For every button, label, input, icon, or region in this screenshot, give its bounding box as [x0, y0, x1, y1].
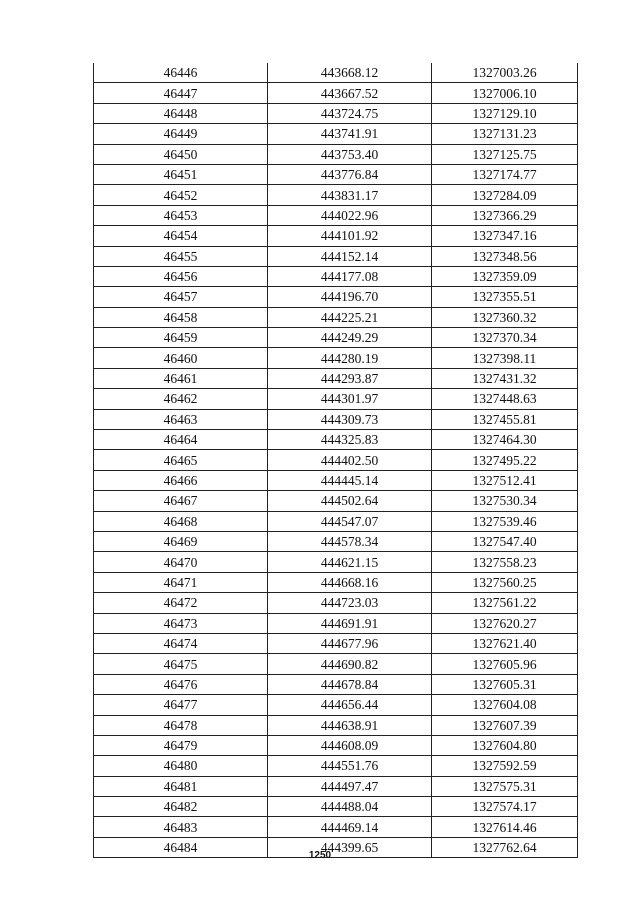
y-coordinate-cell: 1327539.46	[432, 511, 578, 531]
y-coordinate-cell: 1327129.10	[432, 103, 578, 123]
y-coordinate-cell: 1327575.31	[432, 776, 578, 796]
point-id-cell: 46483	[94, 817, 268, 837]
point-id-cell: 46479	[94, 735, 268, 755]
table-row	[94, 817, 578, 837]
y-coordinate-cell: 1327762.64	[432, 837, 578, 857]
x-coordinate-cell: 444196.70	[268, 287, 432, 307]
x-coordinate-cell: 444469.14	[268, 817, 432, 837]
table-row	[94, 470, 578, 490]
table-row	[94, 633, 578, 653]
point-id-cell: 46458	[94, 307, 268, 327]
table-row	[94, 715, 578, 735]
table-row	[94, 328, 578, 348]
point-id-cell: 46454	[94, 226, 268, 246]
page-number: 1250	[308, 850, 332, 861]
table-row	[94, 185, 578, 205]
y-coordinate-cell: 1327398.11	[432, 348, 578, 368]
table-row	[94, 674, 578, 694]
x-coordinate-cell: 444325.83	[268, 430, 432, 450]
y-coordinate-cell: 1327006.10	[432, 83, 578, 103]
x-coordinate-cell: 444301.97	[268, 389, 432, 409]
y-coordinate-cell: 1327592.59	[432, 756, 578, 776]
point-id-cell: 46446	[94, 63, 268, 83]
table-row	[94, 63, 578, 83]
point-id-cell: 46459	[94, 328, 268, 348]
table-row	[94, 368, 578, 388]
y-coordinate-cell: 1327614.46	[432, 817, 578, 837]
point-id-cell: 46473	[94, 613, 268, 633]
point-id-cell: 46453	[94, 205, 268, 225]
table-row	[94, 613, 578, 633]
point-id-cell: 46471	[94, 572, 268, 592]
table-row	[94, 552, 578, 572]
x-coordinate-cell: 443753.40	[268, 144, 432, 164]
x-coordinate-cell: 444621.15	[268, 552, 432, 572]
x-coordinate-cell: 444551.76	[268, 756, 432, 776]
x-coordinate-cell: 444152.14	[268, 246, 432, 266]
y-coordinate-cell: 1327131.23	[432, 124, 578, 144]
point-id-cell: 46451	[94, 164, 268, 184]
x-coordinate-cell: 443741.91	[268, 124, 432, 144]
table-row	[94, 735, 578, 755]
point-id-cell: 46462	[94, 389, 268, 409]
x-coordinate-cell: 444502.64	[268, 491, 432, 511]
x-coordinate-cell: 444022.96	[268, 205, 432, 225]
point-id-cell: 46465	[94, 450, 268, 470]
y-coordinate-cell: 1327620.27	[432, 613, 578, 633]
point-id-cell: 46482	[94, 797, 268, 817]
table-row	[94, 205, 578, 225]
point-id-cell: 46455	[94, 246, 268, 266]
y-coordinate-cell: 1327604.08	[432, 695, 578, 715]
x-coordinate-cell: 444678.84	[268, 674, 432, 694]
point-id-cell: 46468	[94, 511, 268, 531]
table-row	[94, 246, 578, 266]
table-row	[94, 511, 578, 531]
table-row	[94, 124, 578, 144]
y-coordinate-cell: 1327560.25	[432, 572, 578, 592]
table-row	[94, 654, 578, 674]
y-coordinate-cell: 1327448.63	[432, 389, 578, 409]
x-coordinate-cell: 444638.91	[268, 715, 432, 735]
x-coordinate-cell: 444402.50	[268, 450, 432, 470]
x-coordinate-cell: 444445.14	[268, 470, 432, 490]
y-coordinate-cell: 1327605.96	[432, 654, 578, 674]
y-coordinate-cell: 1327455.81	[432, 409, 578, 429]
point-id-cell: 46480	[94, 756, 268, 776]
x-coordinate-cell: 443724.75	[268, 103, 432, 123]
x-coordinate-cell: 444668.16	[268, 572, 432, 592]
point-id-cell: 46469	[94, 531, 268, 551]
x-coordinate-cell: 444690.82	[268, 654, 432, 674]
x-coordinate-cell: 444293.87	[268, 368, 432, 388]
point-id-cell: 46481	[94, 776, 268, 796]
point-id-cell: 46472	[94, 593, 268, 613]
y-coordinate-cell: 1327547.40	[432, 531, 578, 551]
table-row	[94, 226, 578, 246]
y-coordinate-cell: 1327561.22	[432, 593, 578, 613]
y-coordinate-cell: 1327003.26	[432, 63, 578, 83]
point-id-cell: 46477	[94, 695, 268, 715]
x-coordinate-cell: 444280.19	[268, 348, 432, 368]
y-coordinate-cell: 1327574.17	[432, 797, 578, 817]
y-coordinate-cell: 1327370.34	[432, 328, 578, 348]
point-id-cell: 46456	[94, 266, 268, 286]
y-coordinate-cell: 1327355.51	[432, 287, 578, 307]
y-coordinate-cell: 1327495.22	[432, 450, 578, 470]
x-coordinate-cell: 444399.65	[268, 837, 432, 857]
y-coordinate-cell: 1327621.40	[432, 633, 578, 653]
point-id-cell: 46476	[94, 674, 268, 694]
y-coordinate-cell: 1327431.32	[432, 368, 578, 388]
table-row	[94, 164, 578, 184]
y-coordinate-cell: 1327530.34	[432, 491, 578, 511]
y-coordinate-cell: 1327284.09	[432, 185, 578, 205]
coordinates-table	[93, 63, 578, 858]
x-coordinate-cell: 443831.17	[268, 185, 432, 205]
y-coordinate-cell: 1327359.09	[432, 266, 578, 286]
point-id-cell: 46449	[94, 124, 268, 144]
x-coordinate-cell: 443776.84	[268, 164, 432, 184]
y-coordinate-cell: 1327348.56	[432, 246, 578, 266]
y-coordinate-cell: 1327607.39	[432, 715, 578, 735]
point-id-cell: 46475	[94, 654, 268, 674]
point-id-cell: 46452	[94, 185, 268, 205]
x-coordinate-cell: 444101.92	[268, 226, 432, 246]
x-coordinate-cell: 444677.96	[268, 633, 432, 653]
x-coordinate-cell: 444723.03	[268, 593, 432, 613]
point-id-cell: 46474	[94, 633, 268, 653]
table-row	[94, 103, 578, 123]
point-id-cell: 46461	[94, 368, 268, 388]
x-coordinate-cell: 444578.34	[268, 531, 432, 551]
table-row	[94, 756, 578, 776]
y-coordinate-cell: 1327604.80	[432, 735, 578, 755]
table-row	[94, 491, 578, 511]
coordinates-table-body	[94, 63, 578, 858]
y-coordinate-cell: 1327347.16	[432, 226, 578, 246]
table-row	[94, 83, 578, 103]
point-id-cell: 46467	[94, 491, 268, 511]
point-id-cell: 46464	[94, 430, 268, 450]
y-coordinate-cell: 1327605.31	[432, 674, 578, 694]
x-coordinate-cell: 444225.21	[268, 307, 432, 327]
x-coordinate-cell: 444309.73	[268, 409, 432, 429]
x-coordinate-cell: 444488.04	[268, 797, 432, 817]
y-coordinate-cell: 1327512.41	[432, 470, 578, 490]
point-id-cell: 46484	[94, 837, 268, 857]
y-coordinate-cell: 1327558.23	[432, 552, 578, 572]
point-id-cell: 46478	[94, 715, 268, 735]
table-row	[94, 144, 578, 164]
x-coordinate-cell: 444547.07	[268, 511, 432, 531]
table-row	[94, 348, 578, 368]
x-coordinate-cell: 444691.91	[268, 613, 432, 633]
point-id-cell: 46447	[94, 83, 268, 103]
y-coordinate-cell: 1327464.30	[432, 430, 578, 450]
y-coordinate-cell: 1327174.77	[432, 164, 578, 184]
x-coordinate-cell: 443668.12	[268, 63, 432, 83]
point-id-cell: 46463	[94, 409, 268, 429]
table-row	[94, 695, 578, 715]
table-row	[94, 389, 578, 409]
table-row	[94, 450, 578, 470]
x-coordinate-cell: 444608.09	[268, 735, 432, 755]
point-id-cell: 46460	[94, 348, 268, 368]
table-row	[94, 430, 578, 450]
table-row	[94, 287, 578, 307]
x-coordinate-cell: 443667.52	[268, 83, 432, 103]
y-coordinate-cell: 1327366.29	[432, 205, 578, 225]
table-row	[94, 409, 578, 429]
table-row	[94, 776, 578, 796]
x-coordinate-cell: 444177.08	[268, 266, 432, 286]
point-id-cell: 46450	[94, 144, 268, 164]
point-id-cell: 46457	[94, 287, 268, 307]
y-coordinate-cell: 1327360.32	[432, 307, 578, 327]
point-id-cell: 46470	[94, 552, 268, 572]
table-row	[94, 593, 578, 613]
table-row	[94, 572, 578, 592]
table-row	[94, 797, 578, 817]
table-row	[94, 307, 578, 327]
table-row	[94, 531, 578, 551]
x-coordinate-cell: 444249.29	[268, 328, 432, 348]
x-coordinate-cell: 444656.44	[268, 695, 432, 715]
y-coordinate-cell: 1327125.75	[432, 144, 578, 164]
point-id-cell: 46466	[94, 470, 268, 490]
x-coordinate-cell: 444497.47	[268, 776, 432, 796]
point-id-cell: 46448	[94, 103, 268, 123]
table-row	[94, 266, 578, 286]
